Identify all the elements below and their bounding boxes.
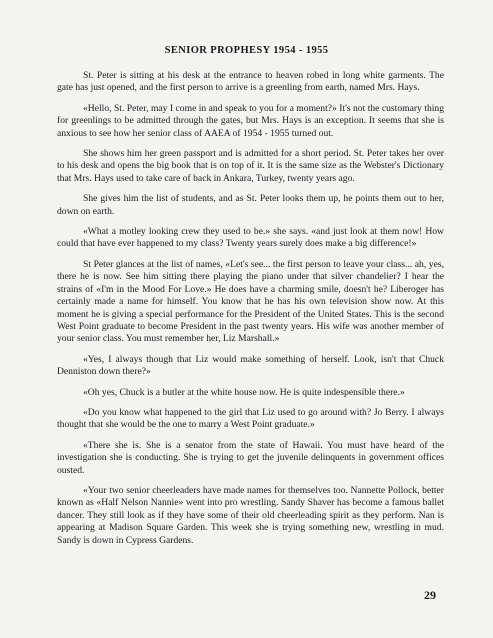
body-text: [57, 70, 444, 555]
paragraph: She gives him the list of students, and as St. Peter looks them up, he points them out to her, down on earth.: [57, 193, 444, 217]
paragraph: «Do you know what happened to the girl that Liz used to go around with? Jo Berry. I always thought that she would be the one to marry a West Point graduate.»: [57, 406, 444, 431]
page-number: 29: [424, 588, 436, 602]
paragraph: St Peter glances at the list of names, «Let's see... the first person to leave your class... ah, yes, there he is now. See him sitting there playing the piano under that silver chandelier? I hear the strains of «I'm in the Mood For Love.» He does have a charming smile, doesn't he? Liberoger has certainly made a name for himself. You know that he has his own television show now. At this moment he is giving a special performance for the President of the United States. This is the second West Point graduate to become President in the past twenty years. His wife was another member of your senior class. You must remember her, Liz Marshall.»: [57, 258, 444, 345]
page-title: SENIOR PROPHESY 1954 - 1955: [164, 45, 329, 56]
paragraph: «Hello, St. Peter, may I come in and speak to you for a moment?» It's not the customary thing for greenlings to be admitted through the gates, but Mrs. Hays is an exception. It seems that she is anxious to see how her senior class of AAEA of 1954 - 1955 turned out.: [57, 102, 444, 139]
paragraph: St. Peter is sitting at his desk at the entrance to heaven robed in long white garments. The gate has just opened, and the first person to arrive is a greenling from earth, named Mrs. Hays.: [57, 70, 444, 94]
paragraph: «Your two senior cheerleaders have made names for themselves too. Nannette Pollock, better known as «Half Nelson Nannie» went into pro wrestling. Sandy Shaver has become a famous ballet dancer. They still look as if they have some of their old cheerleading spirit as they perform. Nan is appearing at Madison Square Garden. This week she is trying something new, wrestling in mud. Sandy is down in Cypress Gardens.: [57, 484, 444, 546]
paragraph: She shows him her green passport and is admitted for a short period. St. Peter takes her over to his desk and opens the big book that is on top of it. It is the same size as the Webster's Dictionary that Mrs. Hays used to take care of back in Ankara, Turkey, twenty years ago.: [57, 148, 444, 184]
paragraph: «Oh yes, Chuck is a butler at the white house now. He is quite indespensible there.»: [83, 386, 405, 398]
paragraph: «What a motley looking crew they used to be.» she says. «and just look at them now! How could that have ever happened to my class? Twenty years surely does make a big difference!»: [57, 226, 444, 250]
paragraph: «Yes, I always though that Liz would make something of herself. Look, isn't that Chuck Denniston down there?»: [57, 353, 444, 378]
paragraph: «There she is. She is a senator from the state of Hawaii. You must have heard of the investigation she is conducting. She is trying to get the juvenile delinquents in government offices ousted.: [57, 439, 444, 476]
